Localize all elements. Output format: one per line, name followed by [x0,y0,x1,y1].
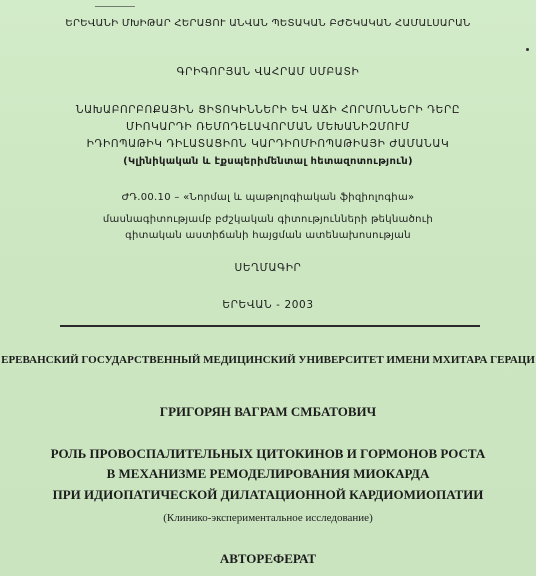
ru-title-line-1: РОЛЬ ПРОВОСПАЛИТЕЛЬНЫХ ЦИТОКИНОВ И ГОРМОНОВ РОСТА [50,446,486,461]
ru-author: ГРИГОРЯН ВАГРАМ СМБАТОВИЧ [159,404,377,419]
ru-doc-type: АВТОРЕФЕРАТ [219,551,317,566]
ru-title-note: (Клинико-экспериментальное исследование) [163,512,373,524]
arm-title-note: (Կլինիկական և էքսպերիմենտալ հետազոտություն) [123,156,413,167]
divider-rule [60,325,480,327]
arm-title-line-2: ՄԻՈԿԱՐԴԻ ՌԵՄՈԴԵԼԱՎՈՐՄԱՆ ՄԵԽԱՆԻԶՄՈՒՄ [126,121,410,133]
arm-title-line-1: ՆԱԽԱԲՈՐԲՈՔԱՅԻՆ ՑԻՏՈԿԻՆՆԵՐԻ ԵՎ ԱՃԻ ՀՈՐՄՈՆՆԵՐԻ ԴԵՐԸ [75,104,461,116]
ru-title-line-2: В МЕХАНИЗМЕ РЕМОДЕЛИРОВАНИЯ МИОКАРДА [106,466,430,481]
arm-city-year: ԵՐԵՎԱՆ - 2003 [222,299,314,311]
ru-university: ЕРЕВАНСКИЙ ГОСУДАРСТВЕННЫЙ МЕДИЦИНСКИЙ УНИВЕРСИТЕТ ИМЕНИ МХИТАРА ГЕРАЦИ [1,354,535,366]
arm-doc-type: ՍԵՂՄԱԳԻՐ [234,262,302,274]
arm-specialty: ԺԴ.00.10 – «Նորմալ և պաթոլոգիական ֆիզիոլոգիա» [121,192,415,203]
arm-title-line-3: ԻԴԻՈՊԱԹԻԿ ԴԻԼԱՏԱՑԻՈՆ ԿԱՐԴԻՈՄԻՈՊԱԹԻԱՅԻ ԺԱՄԱՆԱԿ [86,138,450,150]
arm-degree-line-1: մասնագիտությամբ բժշկական գիտությունների թեկնածուի [102,214,434,225]
edge-mark [95,0,138,7]
arm-author: ԳՐԻԳՈՐՅԱՆ ՎԱՀՐԱՄ ՍՄԲԱՏԻ [176,66,360,78]
arm-university: ԵՐԵՎԱՆԻ ՄԽԻԹԱՐ ՀԵՐԱՑՈՒ ԱՆՎԱՆ ՊԵՏԱԿԱՆ ԲԺՇԿԱԿԱՆ ՀԱՄԱԼՍԱՐԱՆ [65,18,471,29]
arm-degree-line-2: գիտական աստիճանի հայցման ատենախոսության [125,230,411,241]
ru-title-line-3: ПРИ ИДИОПАТИЧЕСКОЙ ДИЛАТАЦИОННОЙ КАРДИОМИОПАТИИ [52,487,484,502]
speck [526,48,529,51]
